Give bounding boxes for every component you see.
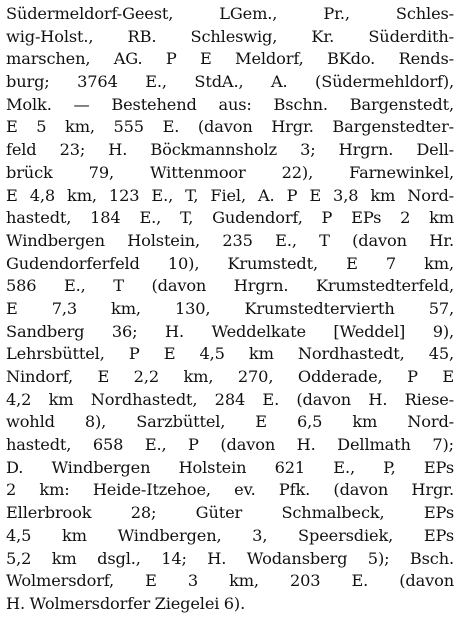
entry-line: brück 79, Wittenmoor 22), Farnewinkel,: [6, 162, 454, 182]
entry-line: 5,2 km dsgl., 14; H. Wodansberg 5); Bsch.: [6, 548, 454, 568]
entry-line: Lehrsbüttel, P E 4,5 km Nordhastedt, 45,: [6, 344, 454, 364]
entry-line: E 4,8 km, 123 E., T, Fiel, A. P E 3,8 km Nord-: [6, 185, 454, 205]
entry-line: 586 E., T (davon Hrgrn. Krumstedterfeld,: [6, 276, 454, 296]
entry-line: Windbergen Holstein, 235 E., T (davon Hr.: [6, 230, 454, 250]
entry-line: wig-Holst., RB. Schleswig, Kr. Süderdith-: [6, 26, 454, 46]
entry-line: E 5 km, 555 E. (davon Hrgr. Bargenstedter-: [6, 117, 454, 137]
entry-line: burg; 3764 E., StdA., A. (Südermehldorf),: [6, 72, 454, 92]
entry-line: H. Wolmersdorfer Ziegelei 6).: [6, 593, 246, 613]
entry-line: Südermeldorf-Geest, LGem., Pr., Schles-: [6, 4, 454, 23]
gazetteer-entry-suedermeldorf-geest: [6, 3, 454, 616]
entry-line: 4,2 km Nordhastedt, 284 E. (davon H. Riese-: [6, 389, 454, 409]
entry-line: hastedt, 184 E., T, Gudendorf, P EPs 2 km: [6, 208, 454, 228]
entry-line: Gudendorferfeld 10), Krumstedt, E 7 km,: [6, 253, 454, 273]
entry-line: D. Windbergen Holstein 621 E., P, EPs: [6, 457, 454, 477]
entry-line: Wolmersdorf, E 3 km, 203 E. (davon: [6, 571, 454, 591]
entry-line: Molk. — Bestehend aus: Bschn. Bargenstedt,: [6, 94, 454, 114]
entry-line: hastedt, 658 E., P (davon H. Dellmath 7);: [6, 435, 454, 455]
entry-line: E 7,3 km, 130, Krumstedtervierth 57,: [6, 298, 454, 318]
entry-line: feld 23; H. Böckmannsholz 3; Hrgrn. Dell-: [6, 140, 454, 160]
entry-line: 2 km: Heide-Itzehoe, ev. Pfk. (davon Hrgr.: [6, 480, 454, 500]
entry-line: 4,5 km Windbergen, 3, Speersdiek, EPs: [6, 525, 454, 545]
entry-line: Sandberg 36; H. Weddelkate [Weddel] 9),: [6, 321, 454, 341]
entry-line: Ellerbrook 28; Güter Schmalbeck, EPs: [6, 503, 454, 523]
entry-line: marschen, AG. P E Meldorf, BKdo. Rends-: [6, 49, 454, 69]
entry-line: Nindorf, E 2,2 km, 270, Odderade, P E: [6, 367, 454, 386]
entry-line: wohld 8), Sarzbüttel, E 6,5 km Nord-: [6, 412, 454, 432]
